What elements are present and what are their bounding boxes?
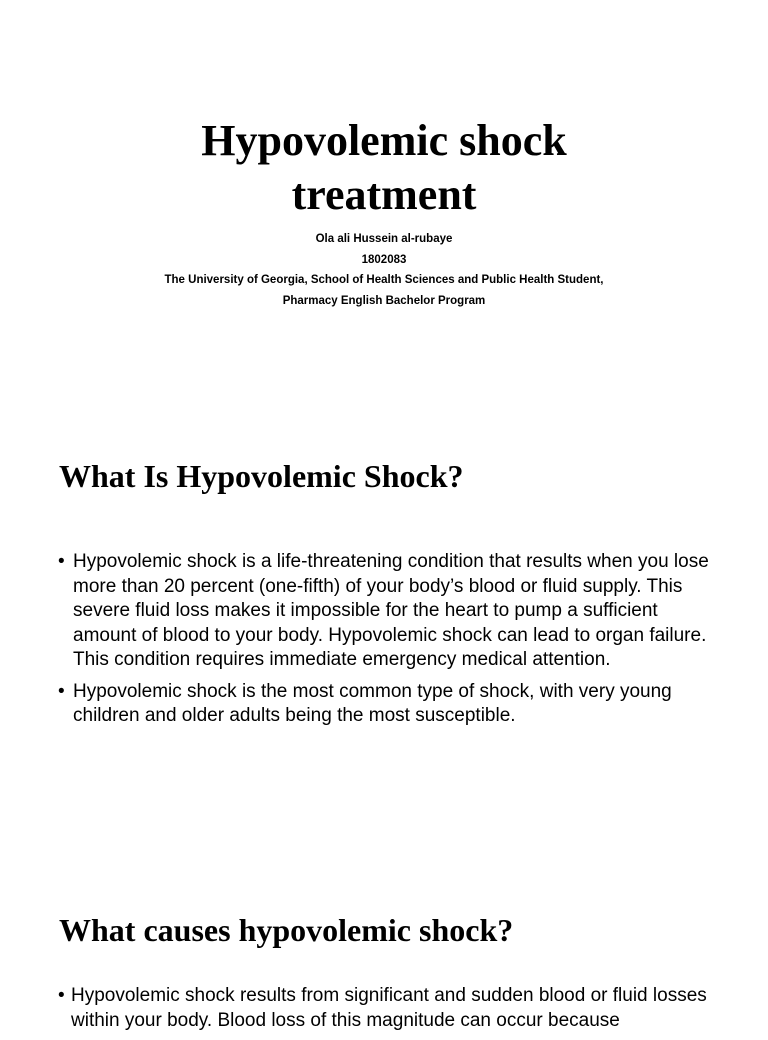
title-line-1: Hypovolemic shock [201,116,567,165]
title-slide [0,0,768,420]
presentation-title [0,114,768,222]
student-id: 1802083 [361,253,407,266]
bullet-icon: • [58,551,65,572]
title-line-2: treatment [291,170,477,219]
what-is-slide [0,420,768,890]
list-item [58,550,718,673]
subtitle-block [0,229,768,311]
bullet-list [58,984,708,1040]
slide-heading: What causes hypovolemic shock? [59,912,514,948]
list-item [58,984,708,1033]
affiliation-line-1: The University of Georgia, School of Health Sciences and Public Health Student, [164,274,604,286]
bullet-icon: • [58,680,65,702]
bullet-icon: • [58,985,65,1006]
bullet-text: Hypovolemic shock results from significant and sudden blood or fluid losses within your body. Blood loss of this magnitude can occur because [71,985,707,1031]
bullet-text: Hypovolemic shock is a life-threatening condition that results when you lose more than 20 percent (one-fifth) of your body’s blood or fluid supply. This severe fluid loss makes it impossible for the heart to pump a sufficient amount of blood to your body. Hypovolemic shock can lead to organ failure. This condition requires immediate emergency medical attention. [73,551,709,670]
bullet-text: Hypovolemic shock is the most common type of shock, with very young children and older adults being the most susceptible. [73,680,672,726]
affiliation-line-2: Pharmacy English Bachelor Program [282,294,486,307]
list-item [58,680,718,729]
author-name: Ola ali Hussein al-rubaye [315,233,453,245]
causes-slide [0,890,768,1031]
slide-heading: What Is Hypovolemic Shock? [59,458,464,494]
bullet-list [58,550,718,736]
